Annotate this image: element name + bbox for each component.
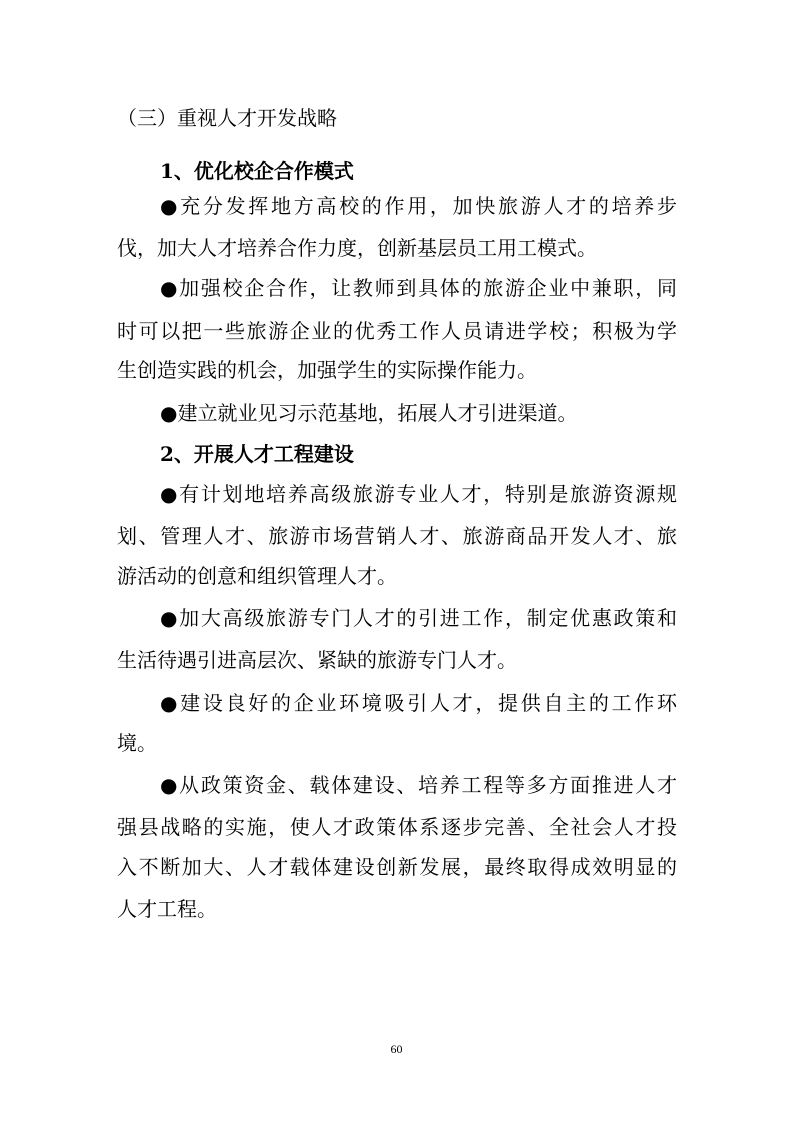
paragraph-line: 游活动的创意和组织管理人才。 xyxy=(117,564,397,588)
paragraph-line: 人才工程。 xyxy=(117,897,217,921)
subsection-title-1: 1、优化校企合作模式 xyxy=(160,159,354,183)
section-title: （三）重视人才开发战略 xyxy=(117,106,337,130)
paragraph-line: ●加强校企合作，让教师到具体的旅游企业中兼职，同 xyxy=(160,276,677,300)
paragraph-line: ●建立就业见习示范基地，拓展人才引进渠道。 xyxy=(160,401,578,425)
paragraph-line: 强县战略的实施，使人才政策体系逐步完善、全社会人才投 xyxy=(117,815,677,839)
paragraph-line: ●建设良好的企业环境吸引人才，提供自主的工作环 xyxy=(160,691,677,715)
paragraph-line: ●从政策资金、载体建设、培养工程等多方面推进人才 xyxy=(160,773,677,797)
paragraph-line: ●充分发挥地方高校的作用，加快旅游人才的培养步 xyxy=(160,194,677,218)
paragraph-line: ●有计划地培养高级旅游专业人才，特别是旅游资源规 xyxy=(160,482,677,506)
paragraph-line: 生创造实践的机会，加强学生的实际操作能力。 xyxy=(117,358,537,382)
subsection-title-2: 2、开展人才工程建设 xyxy=(160,442,354,466)
paragraph-line: 伐，加大人才培养合作力度，创新基层员工用工模式。 xyxy=(117,236,597,260)
paragraph-line: ●加大高级旅游专门人才的引进工作，制定优惠政策和 xyxy=(160,606,677,630)
paragraph-line: 入不断加大、人才载体建设创新发展，最终取得成效明显的 xyxy=(117,855,677,879)
paragraph-line: 境。 xyxy=(117,731,157,755)
page-number: 60 xyxy=(390,1042,403,1056)
paragraph-line: 划、管理人才、旅游市场营销人才、旅游商品开发人才、旅 xyxy=(117,524,677,548)
paragraph-line: 时可以把一些旅游企业的优秀工作人员请进学校；积极为学 xyxy=(117,319,677,343)
paragraph-line: 生活待遇引进高层次、紧缺的旅游专门人才。 xyxy=(117,648,517,672)
